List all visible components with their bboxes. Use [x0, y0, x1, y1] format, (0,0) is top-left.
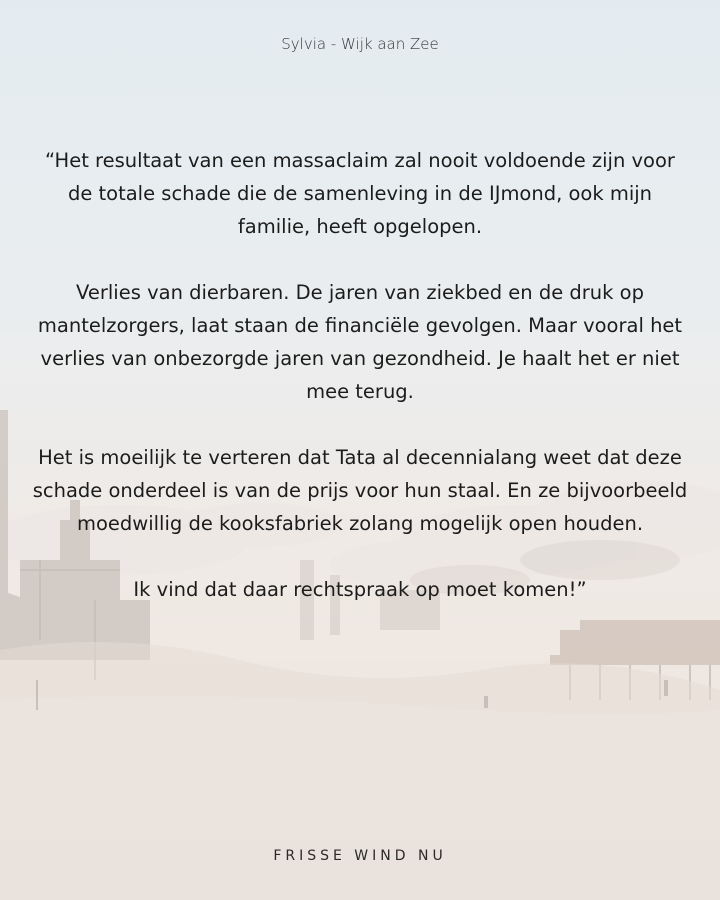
- quote-paragraph-1: “Het resultaat van een massaclaim zal nooit voldoende zijn voor de totale schade die de samenleving in de IJmond, ook mijn familie, heeft opgelopen.: [45, 149, 675, 238]
- quote-paragraph-3: Het is moeilijk te verteren dat Tata al decennialang weet dat deze schade onderdeel is van de prijs voor hun staal. En ze bijvoorbeeld moedwillig de kooksfabriek zolang mogelijk open houden.: [32, 446, 688, 535]
- quote-paragraph-4: Ik vind dat daar rechtspraak op moet komen!”: [133, 578, 587, 601]
- brand-wordmark: FRISSE WIND NU: [273, 848, 447, 864]
- quote-text: [30, 144, 690, 606]
- quote-paragraph-2: Verlies van dierbaren. De jaren van ziekbed en de druk op mantelzorgers, laat staan de financiële gevolgen. Maar vooral het verlies van onbezorgde jaren van gezondheid. Je haalt het er niet mee terug.: [37, 281, 683, 403]
- author-caption: Sylvia - Wijk aan Zee: [281, 35, 439, 53]
